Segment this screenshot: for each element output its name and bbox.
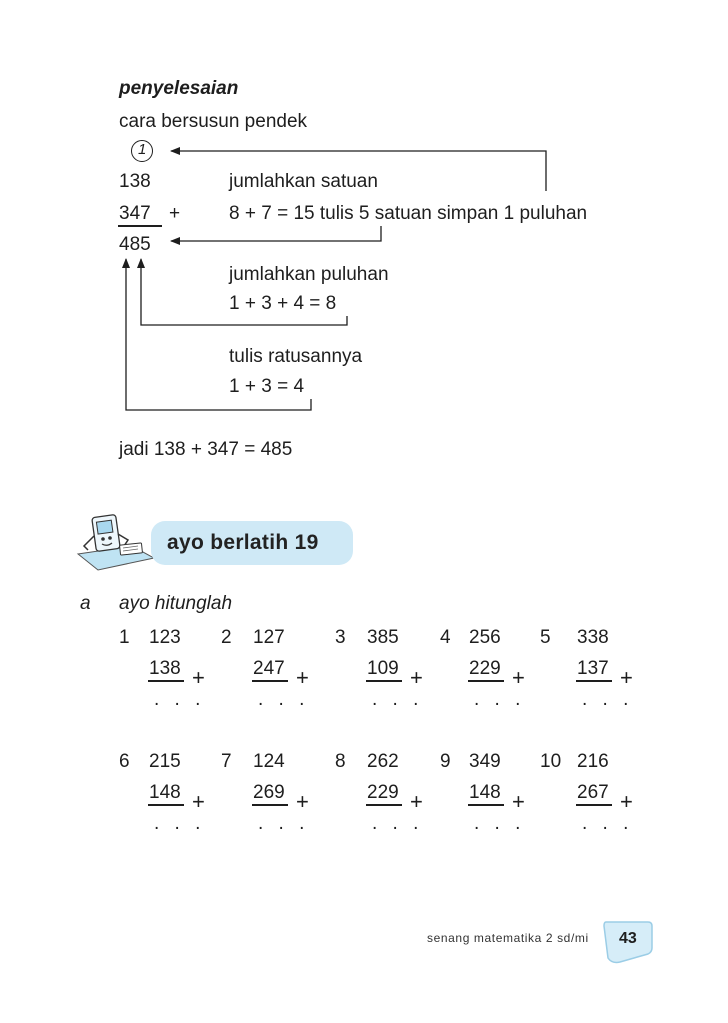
problem-plus-sign: + <box>620 665 633 690</box>
method-label: cara bersusun pendek <box>119 111 308 132</box>
problem-answer-blank: . . . <box>258 689 310 710</box>
problem-plus-sign: + <box>192 665 205 690</box>
problem-plus-sign: + <box>410 665 423 690</box>
problem-answer-blank: . . . <box>154 813 206 834</box>
problem-addend-top: 124 <box>253 751 285 772</box>
problem-addend-bottom: 267 <box>577 782 609 803</box>
problem-plus-sign: + <box>620 789 633 814</box>
problem-answer-blank: . . . <box>154 689 206 710</box>
computer-mascot-icon <box>76 510 156 572</box>
hundreds-arrow <box>126 259 311 410</box>
problem-underline <box>468 804 504 806</box>
problem-plus-sign: + <box>410 789 423 814</box>
problem-addend-top: 123 <box>149 627 181 648</box>
problem-addend-top: 256 <box>469 627 501 648</box>
step1-title: jumlahkan satuan <box>229 171 378 192</box>
problem-number: 6 <box>119 751 130 772</box>
problem-underline <box>148 680 184 682</box>
problem-plus-sign: + <box>296 789 309 814</box>
problem-addend-bottom: 247 <box>253 658 285 679</box>
problem-addend-bottom: 109 <box>367 658 399 679</box>
problem-addend-bottom: 229 <box>367 782 399 803</box>
problem-underline <box>576 804 612 806</box>
problem-answer-blank: . . . <box>474 813 526 834</box>
step2-title: jumlahkan puluhan <box>229 264 389 285</box>
tens-arrow <box>141 259 347 325</box>
carry-arrow <box>171 151 546 191</box>
solution-heading: penyelesaian <box>119 78 239 99</box>
problem-underline <box>468 680 504 682</box>
problem-number: 8 <box>335 751 346 772</box>
step2-calculation: 1 + 3 + 4 = 8 <box>229 293 337 314</box>
problem-addend-top: 216 <box>577 751 609 772</box>
problem-plus-sign: + <box>296 665 309 690</box>
problem-underline <box>148 804 184 806</box>
problem-underline <box>366 804 402 806</box>
step1-calculation: 8 + 7 = 15 tulis 5 satuan simpan 1 puluhan <box>229 203 588 224</box>
problem-addend-bottom: 148 <box>149 782 181 803</box>
problem-answer-blank: . . . <box>372 689 424 710</box>
problem-answer-blank: . . . <box>474 689 526 710</box>
units-arrow <box>171 226 381 241</box>
problem-underline <box>252 680 288 682</box>
problem-underline <box>366 680 402 682</box>
problem-addend-top: 215 <box>149 751 181 772</box>
problem-number: 2 <box>221 627 232 648</box>
addend-1: 138 <box>119 171 151 192</box>
problem-number: 3 <box>335 627 346 648</box>
problem-underline <box>252 804 288 806</box>
problem-plus-sign: + <box>512 665 525 690</box>
problem-underline <box>576 680 612 682</box>
book-title: senang matematika 2 sd/mi <box>427 931 589 945</box>
plus-sign: + <box>169 203 181 224</box>
carry-digit: 1 <box>138 141 147 158</box>
exercise-instruction: ayo hitunglah <box>119 593 233 614</box>
problem-addend-bottom: 148 <box>469 782 501 803</box>
exercise-badge <box>151 521 353 565</box>
problem-number: 1 <box>119 627 130 648</box>
addend-2: 347 <box>119 203 151 224</box>
problem-answer-blank: . . . <box>582 813 634 834</box>
problem-addend-top: 385 <box>367 627 399 648</box>
problem-answer-blank: . . . <box>258 813 310 834</box>
conclusion-text: jadi 138 + 347 = 485 <box>119 439 293 460</box>
problem-addend-bottom: 137 <box>577 658 609 679</box>
exercise-badge-title: ayo berlatih 19 <box>167 531 319 554</box>
problem-addend-top: 349 <box>469 751 501 772</box>
problem-addend-top: 262 <box>367 751 399 772</box>
problem-number: 7 <box>221 751 232 772</box>
problem-number: 10 <box>540 751 562 772</box>
page-number: 43 <box>619 930 637 947</box>
problem-addend-bottom: 269 <box>253 782 285 803</box>
problem-addend-top: 127 <box>253 627 285 648</box>
problem-plus-sign: + <box>512 789 525 814</box>
problem-addend-bottom: 138 <box>149 658 181 679</box>
problem-number: 5 <box>540 627 551 648</box>
section-letter: a <box>80 593 91 614</box>
problem-answer-blank: . . . <box>582 689 634 710</box>
problem-addend-top: 338 <box>577 627 609 648</box>
problem-answer-blank: . . . <box>372 813 424 834</box>
problem-addend-bottom: 229 <box>469 658 501 679</box>
problem-number: 4 <box>440 627 451 648</box>
step3-calculation: 1 + 3 = 4 <box>229 376 305 397</box>
sum-result: 485 <box>119 234 151 255</box>
problem-plus-sign: + <box>192 789 205 814</box>
step3-title: tulis ratusannya <box>229 346 363 367</box>
problem-number: 9 <box>440 751 451 772</box>
